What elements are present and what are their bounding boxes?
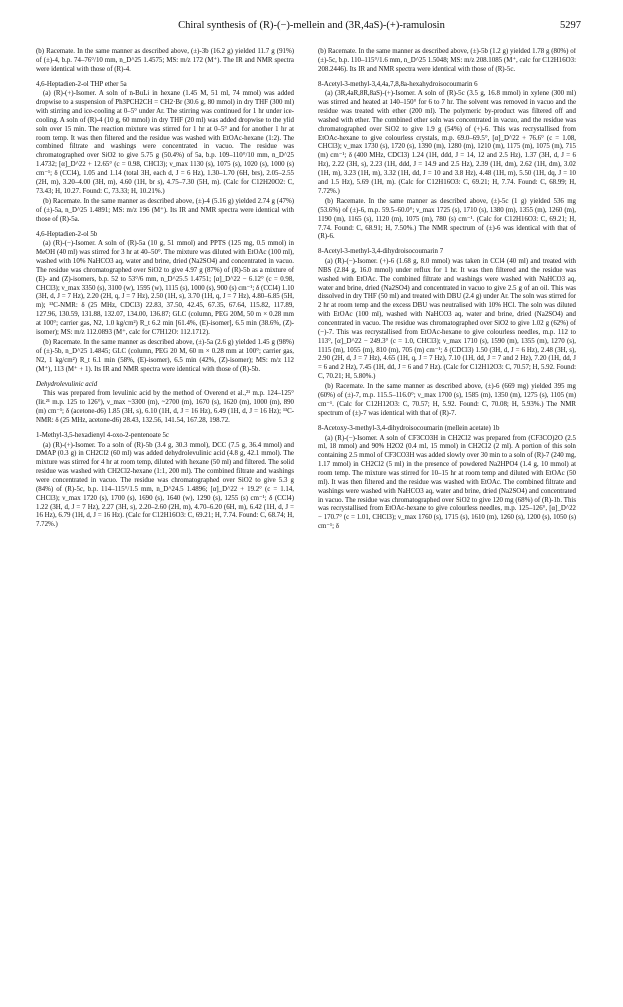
paragraph: (a) (R)-(+)-Isomer. A soln of n-BuLi in hexane (1.45 M, 51 ml, 74 mmol) was added dropwise to a suspension of Ph3PCH2CH = CH2·Br (30.6 g, 80 mmol) in dry THF (300 ml) with stirring and ice-cooling at 0–5° under Ar. The stirring was continued for 1 hr under ice-cooling. A soln of (R)-4 (10 g, 60 mmol) in dry THF (20 ml) was added dropwise to the ylid soln over 15 min. The reaction mixture was stirred for 1 hr at 0–5° and for another 1 hr at room temp. It was then filtered and the residue was washed with EtOAc-hexane (1:2). The combined filtrate and washings were concentrated in vacuo. The residue was chromatographed over SiO2 to give 5.75 g (50.4%) of 5a, b.p. 109–110°/10 mm, n_D^25 1.4732; [α]_D^22 + 12.65° (c = 0.98, CHCl3); ν_max 1130 (s), 1075 (s), 1020 (s), 1000 (s) cm⁻¹; δ (CCl4), 1.05 and 1.14 (total 3H, each d, J = 6 Hz), 1.30–1.70 (6H, brs), 2.05–2.55 (2H, m), 3.20–4.00 (3H, m), 4.60 (1H, br s), 4.75–7.30 (5H, m). (Calc for C12H20O2: C, 73.43; H, 10.27. Found: C, 73.33; H, 10.21%.) <box>36 90 294 195</box>
section-heading: 8-Acetoxy-3-methyl-3,4-dihydroisocoumarin (mellein acetate) 1b <box>318 424 500 432</box>
paragraph: (b) Racemate. In the same manner as described above, (±)-5b (1.2 g) yielded 1.78 g (80%) of (±)-5c, b.p. 110–115°/1.6 mm, n_D^25 1.5048; MS: m/z 208.1085 (M⁺, calc for C12H16O3: 208.2446). Its IR and NMR spectra were identical with those of (R)-5c. <box>318 48 576 73</box>
paragraph: (a) (R)-(−)-Isomer. A soln of CF3CO3H in CH2Cl2 was prepared from (CF3CO)2O (2.5 ml, 18 mmol) and 90% H2O2 (0.4 ml, 15 mmol) in CH2Cl2 (2 ml). A portion of this soln containing 2.5 mmol of CF3CO3H was added slowly over 30 min to a soln of (R)-7 (240 mg, 1.17 mmol) in CH2Cl2 (5 ml) in the presence of powdered Na2HPO4 (1.4 g, 10 mmol) at room temp. The mixture was stirred for 10–15 hr at room temp and diluted with EtOAc (50 ml). It was then filtered and the residue was washed with EtOAc. The combined filtrate and washings were washed with NaHCO3 aq, water and brine, dried (Na2SO4) and concentrated in vacuo. The residue was chromatographed over SiO2 to give 120 mg (68%) of (R)-1b. This was recrystallised from EtOAc-hexane to give colourless needles, m.p. 125–126°, [α]_D^22 − 170.7° (c = 1.01, CHCl3); ν_max 1760 (s), 1715 (s), 1610 (m), 1260 (s), 1200 (s), 1050 (s) cm⁻¹; δ <box>318 434 576 531</box>
section-heading: 1-Methyl-3,5-hexadienyl 4-oxo-2-pentenoate 5c <box>36 431 169 439</box>
left-column <box>36 48 294 998</box>
section-heading: 4,6-Heptadien-2-ol 5b <box>36 230 98 238</box>
running-title: Chiral synthesis of (R)-(−)-mellein and (3R,4aS)-(+)-ramulosin <box>178 20 445 31</box>
right-column <box>318 48 576 998</box>
section-heading: 4,6-Heptadien-2-ol THP ether 5a <box>36 80 127 88</box>
page-header <box>0 0 623 40</box>
paragraph: (b) Racemate. In the same manner as described above, (±)-5c (1 g) yielded 536 mg (53.6%) of (±)-6, m.p. 59.5–60.0°; ν_max 1725 (s), 1710 (s), 1380 (m), 1355 (m), 1260 (m), 1190 (m), 1165 (s), 1120 (m), 1075 (m), 780 (s) cm⁻¹. (Calc for C12H16O3: C, 69.21; H, 7.74. Found: C, 68.91; H, 7.50%.) The NMR spectrum of (±)-6 was identical with that of (R)-6. <box>318 198 576 241</box>
section-heading: 8-Acetyl-3-methyl-3,4,4a,7,8,8a-hexahydroisocoumarin 6 <box>318 80 478 88</box>
paragraph: (a) (R)-(−)-Isomer. (+)-6 (1.68 g, 8.0 mmol) was taken in CCl4 (40 ml) and treated with NBS (2.84 g, 16.0 mmol) under reflux for 1 hr. It was then filtered and the residue was washed with EtOAc. The combined filtrate and washings were washed with NaHCO3 aq, water and brine, dried (Na2SO4) and concentrated in vacuo to give 2.5 g of an oil. This was dissolved in dry THF (50 ml) and treated with DBU (2.4 g) under Ar. The soln was stirred for 2 hr at room temp and the excess DBU was neutralised with 10% HCl. The soln was diluted with EtOAc (100 ml), washed with NaHCO3 aq, water and brine, dried (Na2SO4) and concentrated in vacuo. The residue was chromatographed over SiO2 to give 1.02 g (62%) of (−)-7. This was recrystallised from EtOAc-hexane to give colourless needles, m.p. 112 to 113°, [α]_D^22 − 249.3° (c = 1.0, CHCl3); ν_max 1710 (s), 1590 (m), 1355 (m), 1270 (s), 1115 (m), 1055 (m), 810 (m), 705 (m) cm⁻¹; δ (CDCl3) 1.50 (3H, d, J = 6 Hz), 2.48 (3H, s), 2.90 (2H, d, J = 7 Hz), 4.65 (1H, q, J = 7 Hz), 7.10 (1H, dd, J = 7 and 2 Hz), 7.20 (1H, dd, J = 6 and 2 Hz), 7.45 (1H, dd, J = 6 and 7 Hz). (Calc for C12H12O3: C, 70.57; H, 5.92. Found: C, 70.21; H, 5.80%.) <box>318 258 576 381</box>
page-number: 5297 <box>560 20 581 31</box>
paragraph: (a) (R)-(+)-Isomer. To a soln of (R)-5b (3.4 g, 30.3 mmol), DCC (7.5 g, 36.4 mmol) and DMAP (0.3 g) in CH2Cl2 (60 ml) was added dehydrolevulinic acid (4.8 g, 42.1 mmol). The mixture was stirred for 4 hr at room temp, diluted with hexane (50 ml) and filtered. The solid residue was washed with CH2Cl2-hexane (1:1, 200 ml). The combined filtrate and washings were concentrated in vacuo. The residue was chromatographed over SiO2 to give 5.3 g (84%) of (R)-5c, b.p. 114–115°/1.5 mm, n_D^24.5 1.4896; [α]_D^22 + 19.2° (c = 1.14, CHCl3); ν_max 1720 (s), 1700 (s), 1690 (s), 1640 (w), 1290 (s), 1255 (s) cm⁻¹; δ (CCl4) 1.22 (3H, d, J = 7 Hz), 2.27 (3H, s), 2.20–2.60 (2H, m), 4.70–6.20 (6H, m), 6.42 (1H, d, J = 16 Hz), 6.79 (1H, d, J = 16 Hz). (Calc for C12H16O3: C, 69.21; H, 7.74. Found: C, 68.74; H, 7.72%.) <box>36 441 294 529</box>
paragraph: (b) Racemate. In the same manner as described above, (±)-4 (5.16 g) yielded 2.74 g (47%) of (±)-5a, n_D^25 1.4891; MS: m/z 196 (M⁺). Its IR and NMR spectra were identical with those of (R)-5a. <box>36 198 294 223</box>
paragraph: (a) (R)-(−)-Isomer. A soln of (R)-5a (10 g, 51 mmol) and PPTS (125 mg, 0.5 mmol) in MeOH (40 ml) was stirred for 3 hr at 40–50°. The mixture was diluted with EtOAc (100 ml), washed with 10% NaHCO3 aq, water and brine, dried (Na2SO4) and concentrated in vacuo. The residue was chromatographed over SiO2 to give 4.97 g (87%) of (R)-5b as a mixture of (E)- and (Z)-isomers, b.p. 52 to 53°/6 mm, n_D^25.5 1.4751; [α]_D^22 − 6.12° (c = 0.98, CHCl3); ν_max 3350 (s), 3100 (w), 1595 (w), 1115 (s), 1000 (s), 900 (s) cm⁻¹; δ (CCl4) 1.10 (3H, d, J = 7 Hz), 2.20 (2H, q, J = 7 Hz), 2.50 (1H, s), 3.70 (1H, q, J = 7 Hz), 4.80–6.85 (5H, m); ¹³C-NMR: δ (25 MHz, CDCl3) 22.83, 37.50, 42.45, 67.35, 67.64, 115.82, 117.89, 127.96, 130.59, 131.88, 132.07, 134.00, 136.87; GLC (column, PEG 20M, 50 m × 0.28 mm at 100°; carrier gas, N2, 1.0 kg/cm²) R_t 6.2 min [61.4%, (E)-isomer], 6.5 min (38.6%, (Z)-isomer); MS: m/z 112.0893 (M⁺, calc for C7H12O: 112.1712). <box>36 240 294 336</box>
paragraph: (b) Racemate. In the same manner as described above, (±)-5a (2.6 g) yielded 1.45 g (98%) of (±)-5b, n_D^25 1.4845; GLC (column, PEG 20 M, 60 m × 0.28 mm at 100°; carrier gas, N2, 1 kg/cm²) R_t 6.1 min (58%, (E)-isomer), 6.5 min (42%, (Z)-isomer); MS: m/z 112 (M⁺), 113 (M⁺ + 1). Its IR and NMR spectra were identical with those of (R)-5b. <box>36 339 294 373</box>
paragraph: This was prepared from levulinic acid by the method of Overend et al.,²¹ m.p. 124–125° (lit.²¹ m.p. 125 to 126°), ν_max ~3300 (m), ~2700 (m), 1670 (s), 1620 (m), 1000 (m), 890 (m) cm⁻¹; δ (acetone-d6) 1.85 (3H, s), 6.10 (1H, d, J = 16 Hz), 6.49 (1H, d, J = 16 Hz); ¹³C-NMR: δ (25 MHz, acetone-d6) 28.43, 132.56, 141.54, 167.28, 198.72. <box>36 390 294 424</box>
paragraph: (a) (3R,4aR,8R,8aS)-(+)-Isomer. A soln of (R)-5c (3.5 g, 16.8 mmol) in xylene (300 ml) was stirred and heated at 140–150° for 6 to 7 hr. The solvent was removed in vacuo and the residue was treated with ether (200 ml). The polymeric by-product was filtered off and washed with ether. The combined ether soln was concentrated in vacuo, and the residue was chromatographed over SiO2 to give 1.9 g (54%) of (+)-6. This was recrystallised from EtOAc-hexane to give colourless crystals, m.p. 69.0–69.5°, [α]_D^22 + 76.6° (c = 1.08, CHCl3); ν_max 1730 (s), 1720 (s), 1390 (m), 1280 (m), 1210 (m), 1175 (m), 1075 (m), 715 (m) cm⁻¹; δ (400 MHz, CDCl3) 1.24 (1H, ddd, J = 14, 12 and 2.5 Hz), 1.37 (3H, d, J = 6 Hz), 2.22 (3H, s), 2.23 (1H, ddd, J = 14.9 and 2.5 Hz), 2.39 (1H, dm), 2.62 (1H, dm), 3.02 (1H, m), 3.23 (1H, m), 3.32 (1H, dd, J = 10 and 3.8 Hz), 4.48 (1H, m), 5.50 (1H, dq, J = 10 and 1.5 Hz), 5.69 (1H, m). (Calc for C12H16O3: C, 69.21; H, 7.74. Found: C, 68.99; H, 7.72%.) <box>318 90 576 195</box>
section-heading: 8-Acetyl-3-methyl-3,4-dihydroisocoumarin 7 <box>318 248 444 256</box>
section-heading: Dehydrolevulinic acid <box>36 380 98 388</box>
paragraph: (b) Racemate. In the same manner as described above, (±)-6 (669 mg) yielded 395 mg (60%) of (±)-7, m.p. 115.5–116.0°; ν_max 1700 (s), 1585 (m), 1350 (m), 1275 (s), 1105 (m) cm⁻¹. (Calc for C12H12O3: C, 70.57; H, 5.92. Found: C, 70.08; H, 5.93%.) The NMR spectrum of (±)-7 was identical with that of (R)-7. <box>318 383 576 417</box>
paragraph: (b) Racemate. In the same manner as described above, (±)-3b (16.2 g) yielded 11.7 g (91%) of (±)-4, b.p. 74–76°/10 mm, n_D^25 1.4575; MS: m/z 172 (M⁺). The IR and NMR spectra were identical with those of (R)-4. <box>36 48 294 73</box>
